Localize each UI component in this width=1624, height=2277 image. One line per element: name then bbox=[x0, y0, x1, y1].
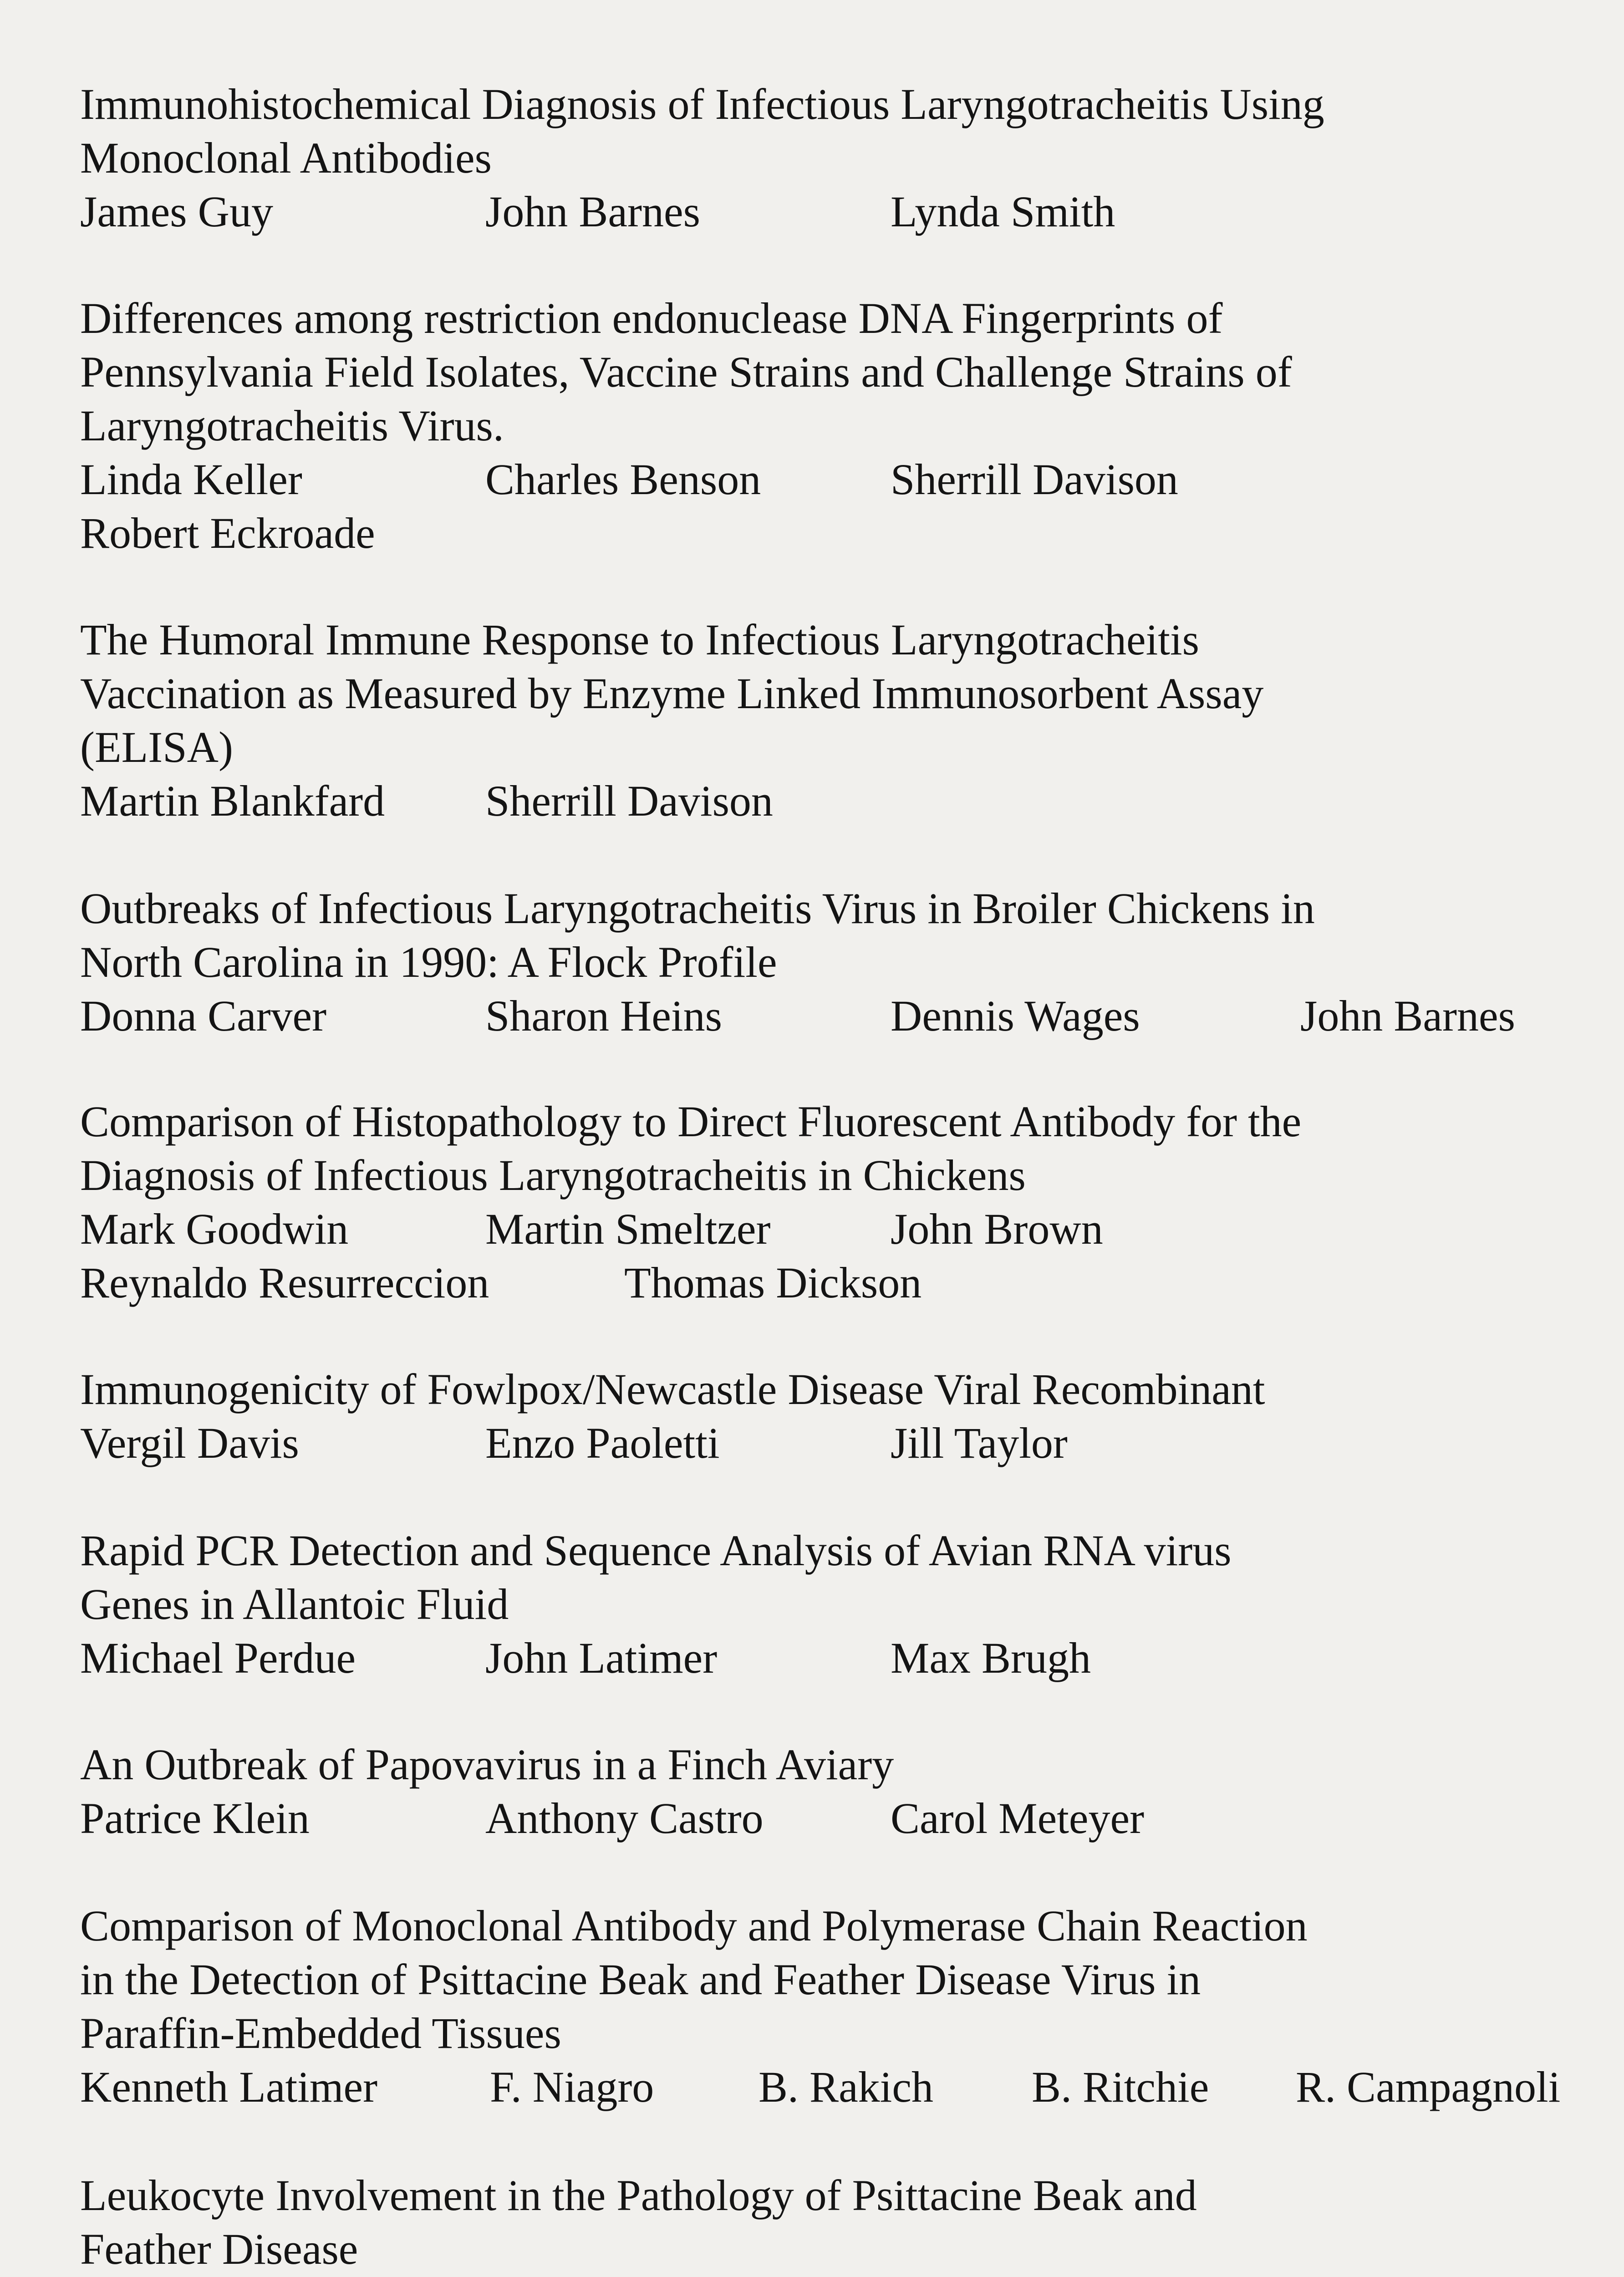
entry-title-line: Leukocyte Involvement in the Pathology of Psittacine Beak and bbox=[80, 2171, 1197, 2220]
author-row bbox=[80, 453, 1564, 506]
author-row bbox=[80, 774, 1564, 828]
author-name: Jill Taylor bbox=[891, 1419, 1068, 1467]
author-name: Sherrill Davison bbox=[891, 455, 1178, 504]
entry-title-line: Immunogenicity of Fowlpox/Newcastle Disease Viral Recombinant bbox=[80, 1365, 1265, 1414]
poster-entry bbox=[80, 1363, 1564, 1470]
entry-title-line: Laryngotracheitis Virus. bbox=[80, 401, 504, 450]
poster-entry bbox=[80, 291, 1564, 560]
entry-title-line: (ELISA) bbox=[80, 723, 233, 771]
author-name: Donna Carver bbox=[80, 991, 327, 1040]
poster-entry bbox=[80, 1738, 1564, 1845]
author-name: Max Brugh bbox=[891, 1634, 1091, 1682]
author-name: John Barnes bbox=[485, 187, 700, 236]
author-name: James Guy bbox=[80, 187, 273, 236]
author-name: Mark Goodwin bbox=[80, 1205, 349, 1253]
author-name: Sherrill Davison bbox=[485, 776, 773, 825]
author-name: Vergil Davis bbox=[80, 1419, 299, 1467]
author-name: Lynda Smith bbox=[891, 187, 1115, 236]
author-name: Carol Meteyer bbox=[891, 1794, 1145, 1843]
entry-title-line: Immunohistochemical Diagnosis of Infectious Laryngotracheitis Using bbox=[80, 80, 1324, 128]
author-name: Enzo Paoletti bbox=[485, 1419, 720, 1467]
entry-title-line: in the Detection of Psittacine Beak and Feather Disease Virus in bbox=[80, 1955, 1201, 2004]
author-name: B. Ritchie bbox=[1032, 2063, 1209, 2111]
author-name: Linda Keller bbox=[80, 455, 302, 504]
entry-title-line: Pennsylvania Field Isolates, Vaccine Strains and Challenge Strains of bbox=[80, 347, 1292, 396]
entry-title-line: Paraffin-Embedded Tissues bbox=[80, 2009, 561, 2057]
entry-title-line: Vaccination as Measured by Enzyme Linked Immunosorbent Assay bbox=[80, 669, 1264, 718]
author-row bbox=[80, 989, 1564, 1043]
author-name: Thomas Dickson bbox=[624, 1258, 922, 1307]
author-row bbox=[80, 1202, 1564, 1256]
author-row bbox=[80, 506, 1564, 560]
entry-title-line: The Humoral Immune Response to Infectious Laryngotracheitis bbox=[80, 615, 1199, 664]
entry-title-line: Comparison of Histopathology to Direct Fluorescent Antibody for the bbox=[80, 1097, 1302, 1146]
author-row bbox=[80, 1256, 1564, 1310]
author-name: Martin Smeltzer bbox=[485, 1205, 771, 1253]
author-name: Anthony Castro bbox=[485, 1794, 764, 1843]
author-name: Reynaldo Resurreccion bbox=[80, 1258, 489, 1307]
entry-title-line: Outbreaks of Infectious Laryngotracheitis Virus in Broiler Chickens in bbox=[80, 884, 1315, 933]
entry-title-line: Differences among restriction endonuclease DNA Fingerprints of bbox=[80, 294, 1223, 342]
poster-entry bbox=[80, 882, 1564, 1043]
author-row bbox=[80, 185, 1564, 239]
author-name: F. Niagro bbox=[490, 2063, 654, 2111]
entry-title-line: Monoclonal Antibodies bbox=[80, 133, 492, 182]
author-name: Sharon Heins bbox=[485, 991, 722, 1040]
author-row bbox=[80, 1792, 1564, 1845]
poster-entry bbox=[80, 77, 1564, 239]
entry-title-line: Rapid PCR Detection and Sequence Analysis of Avian RNA virus bbox=[80, 1526, 1232, 1575]
author-name: John Brown bbox=[891, 1205, 1103, 1253]
poster-entry bbox=[80, 2169, 1564, 2277]
author-row bbox=[80, 1416, 1564, 1470]
author-name: Martin Blankfard bbox=[80, 776, 385, 825]
poster-entry bbox=[80, 613, 1564, 828]
poster-entry bbox=[80, 1899, 1564, 2114]
author-row bbox=[80, 1631, 1564, 1685]
author-name: Patrice Klein bbox=[80, 1794, 310, 1843]
entry-title-line: An Outbreak of Papovavirus in a Finch Aviary bbox=[80, 1740, 894, 1789]
author-name: Dennis Wages bbox=[891, 991, 1140, 1040]
author-name: B. Rakich bbox=[759, 2063, 933, 2111]
entry-title-line: Diagnosis of Infectious Laryngotracheitis in Chickens bbox=[80, 1151, 1026, 1200]
author-name: John Latimer bbox=[485, 1634, 718, 1682]
entry-title-line: Genes in Allantoic Fluid bbox=[80, 1580, 509, 1629]
entry-title-line: Comparison of Monoclonal Antibody and Polymerase Chain Reaction bbox=[80, 1901, 1308, 1950]
poster-entry bbox=[80, 1524, 1564, 1685]
author-row bbox=[80, 2060, 1564, 2114]
author-name: R. Campagnoli bbox=[1296, 2063, 1561, 2111]
author-name: Michael Perdue bbox=[80, 1634, 356, 1682]
author-name: Charles Benson bbox=[485, 455, 761, 504]
author-name: John Barnes bbox=[1300, 991, 1515, 1040]
entry-title-line: Feather Disease bbox=[80, 2225, 358, 2273]
author-name: Robert Eckroade bbox=[80, 509, 375, 557]
entry-title-line: North Carolina in 1990: A Flock Profile bbox=[80, 938, 777, 986]
author-name: Kenneth Latimer bbox=[80, 2063, 378, 2111]
poster-entry bbox=[80, 1095, 1564, 1310]
